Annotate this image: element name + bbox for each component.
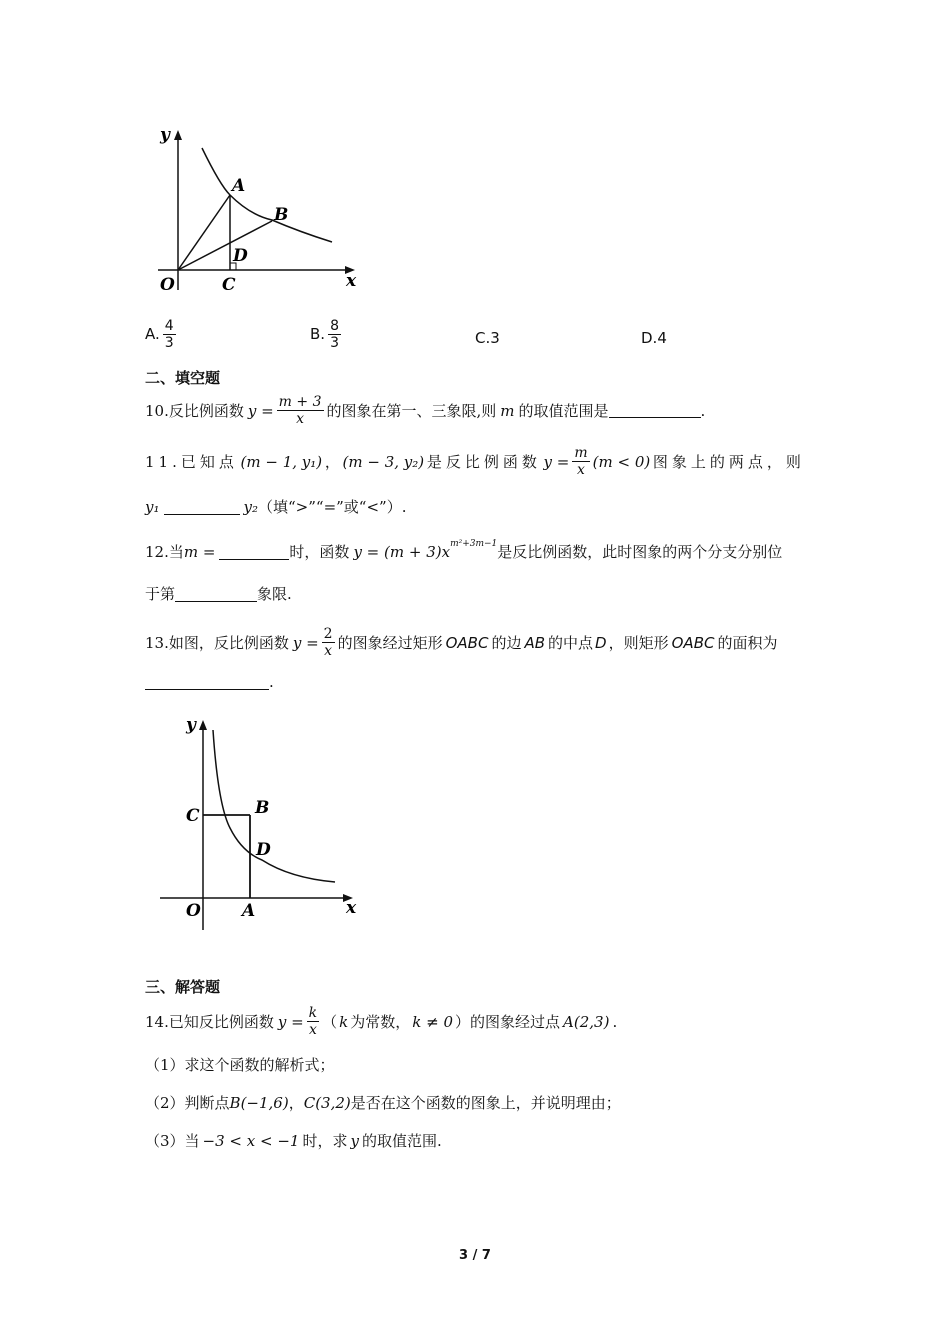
q12-lead: 12.当 xyxy=(145,543,184,561)
q10-text1: 的图象在第一、三象限,则 xyxy=(326,401,497,420)
label-x: x xyxy=(346,898,357,918)
q13-num: 2 xyxy=(323,626,333,642)
q13-den: x xyxy=(324,643,333,659)
q11-lead: 11.已知点 xyxy=(145,452,238,471)
q12-function: y = (m + 3)x xyxy=(353,543,451,561)
q13-rect: OABC xyxy=(445,633,489,652)
q13-fraction xyxy=(322,626,335,659)
q14-cond2: 为常数， xyxy=(350,1012,411,1031)
label-d: D xyxy=(233,246,248,266)
q10-fraction xyxy=(277,394,324,427)
choice-d: D.4 xyxy=(641,329,667,347)
label-y: y xyxy=(160,125,170,145)
segment-oa xyxy=(178,195,230,270)
q12-text1: 时，函数 xyxy=(289,543,350,561)
q14-lead: 14.已知反比例函数 xyxy=(145,1012,274,1031)
figure-2 xyxy=(150,710,370,940)
q13-lhs: y = xyxy=(292,633,319,652)
hyperbola-curve xyxy=(202,148,332,242)
q12-line2a: 于第 xyxy=(145,585,176,603)
q10-end: . xyxy=(700,401,706,420)
q11-point2: (m − 3, y₂) xyxy=(342,452,425,471)
q12-answer-blank-2[interactable] xyxy=(175,587,257,602)
q14-num: k xyxy=(308,1005,318,1021)
choice-b xyxy=(310,318,344,351)
choice-a xyxy=(145,318,179,351)
q14-2-pre: （2）判断点 xyxy=(145,1094,230,1112)
hyperbola-curve xyxy=(213,730,335,882)
q13-text3: 的中点 xyxy=(548,633,594,652)
q13-text5: 的面积为 xyxy=(717,633,778,652)
label-b: B xyxy=(255,798,270,818)
question-10 xyxy=(145,394,705,427)
q12-line2b: 象限. xyxy=(257,585,292,603)
page-number: 3 / 7 xyxy=(459,1248,491,1263)
figure-1 xyxy=(150,120,370,300)
label-d: D xyxy=(256,840,271,860)
q13-answer-blank[interactable] xyxy=(145,675,269,690)
q13-text2: 的边 xyxy=(491,633,522,652)
q12-var: m = xyxy=(183,543,216,561)
q10-lead: 10.反比例函数 xyxy=(145,401,244,420)
question-11-line2 xyxy=(145,497,406,517)
q11-den: x xyxy=(577,462,585,478)
choice-a-num: 4 xyxy=(164,318,174,334)
q13-end: . xyxy=(269,673,274,691)
question-12-line2 xyxy=(145,584,292,604)
question-13-line2 xyxy=(145,672,274,692)
q14-3-inequality: −3 < x < −1 xyxy=(202,1132,300,1150)
q13-point: D xyxy=(595,633,607,652)
q11-y1: y₁ xyxy=(145,498,160,516)
q14-2-point-c: C(3,2) xyxy=(303,1094,351,1112)
q10-var: m xyxy=(500,401,515,420)
q13-lead: 13.如图，反比例函数 xyxy=(145,633,289,652)
q14-point: A(2,3) xyxy=(563,1012,610,1031)
label-a: A xyxy=(242,901,256,921)
label-c: C xyxy=(186,806,200,826)
q13-rect2: OABC xyxy=(671,633,715,652)
choice-c: C.3 xyxy=(475,329,500,347)
q11-lhs: y = xyxy=(543,452,570,471)
q13-text1: 的图象经过矩形 xyxy=(337,633,443,652)
q11-answer-blank[interactable] xyxy=(164,500,240,515)
q11-fraction xyxy=(572,445,589,478)
q10-text2: 的取值范围是 xyxy=(518,401,609,420)
y-axis-arrow xyxy=(174,130,182,140)
segment-ob xyxy=(178,221,272,270)
q10-den: x xyxy=(296,411,305,427)
question-14 xyxy=(145,1005,617,1038)
q14-3-y: y xyxy=(350,1132,359,1150)
q11-num: m xyxy=(574,445,588,461)
q11-point1: (m − 1, y₁) xyxy=(240,452,323,471)
choice-b-num: 8 xyxy=(330,318,339,334)
q11-y2: y₂ xyxy=(243,498,258,516)
question-13 xyxy=(145,626,777,659)
q10-num: m + 3 xyxy=(278,394,322,410)
q11-sep: ， xyxy=(324,452,340,471)
label-x: x xyxy=(346,271,357,291)
q14-2-post: 是否在这个函数的图象上，并说明理由； xyxy=(350,1094,621,1112)
q14-cond1: （ xyxy=(322,1012,338,1031)
y-axis-arrow xyxy=(199,720,207,730)
choice-b-prefix: B. xyxy=(310,325,326,343)
q14-3-post: 的取值范围. xyxy=(361,1132,442,1150)
question-14-part1: （1）求这个函数的解析式； xyxy=(145,1056,335,1074)
q12-exponent: m²+3m−1 xyxy=(450,539,498,549)
section-3-title: 三、解答题 xyxy=(145,978,221,996)
section-2-title: 二、填空题 xyxy=(145,369,221,387)
q14-k: k xyxy=(339,1012,349,1031)
q14-end: . xyxy=(612,1012,618,1031)
q12-text2: 是反比例函数，此时图象的两个分支分别位 xyxy=(497,543,783,561)
q14-fraction xyxy=(307,1005,319,1038)
q12-answer-blank-1[interactable] xyxy=(219,545,289,560)
q14-2-point-b: B(−1,6) xyxy=(229,1094,289,1112)
label-b: B xyxy=(274,205,289,225)
choice-a-den: 3 xyxy=(164,335,174,351)
q11-condition: (m < 0) xyxy=(592,452,651,471)
q13-text4: ，则矩形 xyxy=(608,633,669,652)
question-11 xyxy=(145,445,805,478)
q14-3-pre: （3）当 xyxy=(145,1132,200,1150)
choice-a-fraction xyxy=(163,318,176,351)
question-14-part2 xyxy=(145,1093,621,1113)
q10-answer-blank[interactable] xyxy=(609,403,701,418)
choice-b-den: 3 xyxy=(330,335,339,351)
q11-text1: 是反比例函数 xyxy=(426,452,541,471)
choice-a-prefix: A. xyxy=(145,325,160,343)
q14-3-mid: 时，求 xyxy=(302,1132,348,1150)
q14-cond4: ）的图象经过点 xyxy=(455,1012,561,1031)
label-o: O xyxy=(186,901,201,921)
q14-2-sep: ， xyxy=(288,1094,304,1112)
question-12 xyxy=(145,539,783,562)
label-o: O xyxy=(160,275,175,295)
q14-den: x xyxy=(308,1022,317,1038)
q14-lhs: y = xyxy=(277,1012,304,1031)
label-a: A xyxy=(232,176,246,196)
label-c: C xyxy=(222,275,236,295)
q10-lhs: y = xyxy=(247,401,274,420)
choice-b-fraction xyxy=(328,318,341,351)
q14-cond3: k ≠ 0 xyxy=(412,1012,454,1031)
label-y: y xyxy=(186,715,196,735)
q11-text2: 图象上的两点，则 xyxy=(652,452,805,471)
question-14-part3 xyxy=(145,1131,442,1151)
q13-side: AB xyxy=(524,633,546,652)
q11-fill-hint: （填“>”“=”或“<”）. xyxy=(258,498,407,516)
